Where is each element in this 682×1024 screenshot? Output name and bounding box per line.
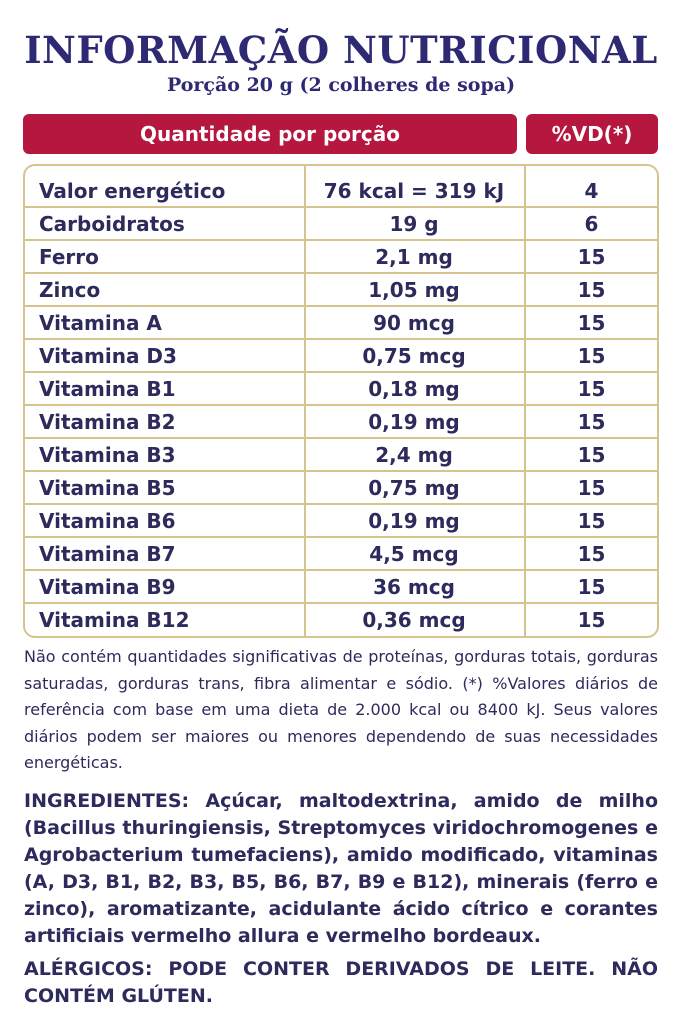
nutrient-amount: 4,5 mcg [369,542,459,566]
nutrient-vd: 15 [577,443,606,467]
table-row [25,206,657,241]
table-row [25,437,657,472]
nutrient-vd: 15 [577,542,606,566]
nutrient-name: Ferro [39,245,99,269]
header-vd: %VD(*) [526,114,658,154]
nutrient-amount: 0,19 mg [368,410,460,434]
nutrient-name: Zinco [39,278,101,302]
serving-size: Porção 20 g (2 colheres de sopa) [166,74,516,96]
nutrient-vd: 15 [577,476,606,500]
table-row [25,536,657,571]
table-row [25,602,657,637]
nutrient-name: Vitamina A [39,311,162,335]
nutrient-name: Vitamina B9 [39,575,176,599]
nutrient-name: Carboidratos [39,212,185,236]
ingredients-text: INGREDIENTES: Açúcar, maltodextrina, amido de milho (Bacillus thuringiensis, Streptomyces viridochromogenes e Agrobacterium tumefaciens), amido modificado, vitaminas (A, D3, B1, B2, B3, B5, B6, B7, B9 e B12), minerais (ferro e zinco), aromatizante, acidulante ácido cítrico e corantes artificiais vermelho allura e vermelho bordeaux. [24,790,658,947]
nutrient-amount: 0,75 mg [368,476,460,500]
nutrient-amount: 36 mcg [373,575,455,599]
nutrient-vd: 15 [577,278,606,302]
allergens-text: ALÉRGICOS: PODE CONTER DERIVADOS DE LEITE. NÃO CONTÉM GLÚTEN. [24,958,658,1007]
nutrient-amount: 76 kcal = 319 kJ [323,179,505,203]
nutrition-table [23,164,659,638]
nutrient-name: Vitamina B12 [39,608,190,632]
nutrient-vd: 15 [577,575,606,599]
nutrient-vd: 15 [577,377,606,401]
nutrient-name: Vitamina B5 [39,476,176,500]
nutrient-vd: 6 [584,212,599,236]
table-row [25,569,657,604]
nutrient-amount: 1,05 mg [368,278,460,302]
nutrient-amount: 2,1 mg [375,245,453,269]
nutrient-vd: 15 [577,509,606,533]
nutrient-vd: 15 [577,311,606,335]
nutrient-vd: 15 [577,608,606,632]
nutrient-amount: 19 g [389,212,439,236]
nutrient-amount: 0,18 mg [368,377,460,401]
nutrient-amount: 2,4 mg [375,443,453,467]
nutrient-name: Vitamina B7 [39,542,176,566]
nutrient-vd: 15 [577,344,606,368]
nutrient-name: Vitamina B3 [39,443,176,467]
table-row [25,503,657,538]
nutrient-name: Vitamina D3 [39,344,177,368]
nutrient-name: Vitamina B1 [39,377,176,401]
nutrient-amount: 0,19 mg [368,509,460,533]
nutrient-amount: 0,75 mcg [362,344,466,368]
nutrient-vd: 15 [577,245,606,269]
nutrient-amount: 0,36 mcg [362,608,466,632]
table-row [25,371,657,406]
nutrient-name: Valor energético [39,179,226,203]
header-quantity: Quantidade por porção [23,114,517,154]
nutrient-vd: 4 [584,179,599,203]
nutrient-name: Vitamina B2 [39,410,176,434]
table-row [25,272,657,307]
table-row [25,404,657,439]
nutrient-vd: 15 [577,410,606,434]
table-row [25,338,657,373]
table-row [25,470,657,505]
table-row [25,175,657,208]
page-title: INFORMAÇÃO NUTRICIONAL [24,28,658,72]
nutrition-note: Não contém quantidades significativas de proteínas, gorduras totais, gorduras saturadas, gorduras trans, fibra alimentar e sódio. (*) %Valores diários de referência com base em uma dieta de 2.000 kcal ou 8400 kJ. Seus valores diários podem ser maiores ou menores dependendo de suas necessidades energéticas. [24,647,658,772]
table-row [25,239,657,274]
nutrient-name: Vitamina B6 [39,509,176,533]
nutrient-amount: 90 mcg [373,311,455,335]
table-row [25,305,657,340]
